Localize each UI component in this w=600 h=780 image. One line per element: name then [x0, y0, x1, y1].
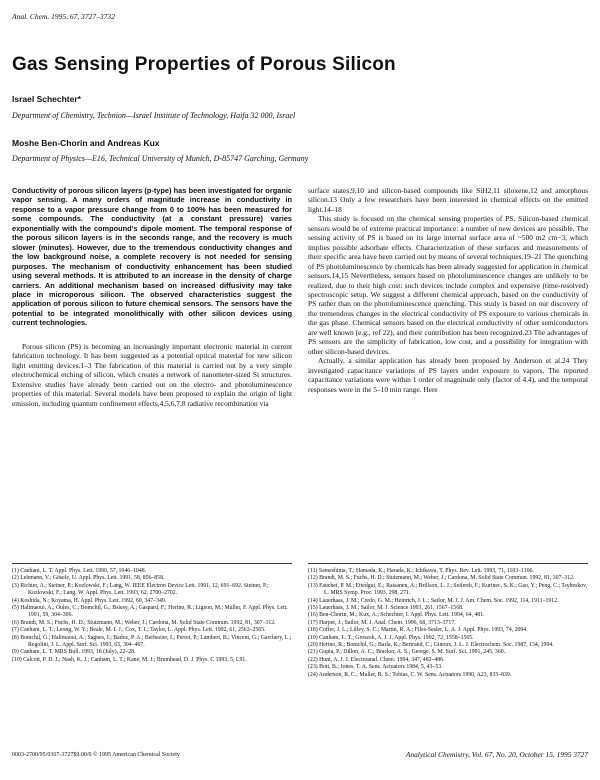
reference: (10) Calcott, P. D. J.; Nash, K. J.; Canham, L. T.; Kane, M. J.; Brumhead, D. J. Phys. C 1993, 5, L91. — [12, 656, 247, 663]
reference: (24) Anderson, R. C.; Muller, R. S.; Tobias, C. W. Sens. Actuators 1990, A23, 835–839. — [308, 671, 512, 678]
left-references — [12, 568, 292, 664]
abstract: Conductivity of porous silicon layers (p-type) has been investigated for organic vapor sensing. A many orders of magnitude increase in conductivity in response to a vapor pressure change from 0 to 100% has been measured for some compounds. The conductivity (at a constant pressure) varies exponentially with the compound's dipole moment. The temporal response of the porous silicon layers is in the seconds range, and the recovery is much slower (minutes). However, due to the tremendous conductivity changes and the low background noise, a complete recovery is not needed for sensing purposes. The mechanism of conductivity enhancement has been studied using several methods. It is attributed to an increase in the density of charge carriers. An additional mechanism based on increased diffusivity may take place in microporous silicon. The observed characteristics suggest the application of porous silicon to future chemical sensors. The sensors have the potential to be integrated monolithically with other silicon devices using current technologies. — [12, 186, 292, 328]
left-refs-divider — [12, 563, 292, 564]
reference: (9) Canham, L. T. MRS Bull. 1993, 18 (July), 22–28. — [12, 649, 136, 656]
right-refs-divider — [308, 563, 588, 564]
author-2: Moshe Ben-Chorin and Andreas Kux — [12, 138, 160, 148]
copyright-footer: 0003-2700/95/0367-3727$9.00/0 © 1995 American Chemical Society — [12, 752, 180, 758]
reference: (23) Bott, B.; Jones, T. A. Sens. Actuators 1984, 5, 43–53. — [308, 664, 443, 671]
reference: (14) Lauerhaas, J. M.; Credo, G. M.; Heinrich, J. L.; Sailor, M. J. J. Am. Chem. Soc. 1992, 114, 1911–1912. — [308, 597, 559, 604]
reference: (8) Bomchil, G.; Halimaoui, A.; Sagnes, I.; Badoz, P. A.; Berbezier, I.; Perret, P.; Lambert, B.; Vincent, G.; Garchery, L.; Regolini, J. L. Appl. Surf. Sci. 1993, 65, 394–407. — [12, 634, 292, 649]
reference: (6) Brandt, M. S.; Fuchs, H. D.; Stutzmann, M.; Weber, J.; Cardona, M. Solid State Commun. 1992, 81, 307–312. — [12, 619, 276, 626]
reference: (1) Canham, L. T. Appl. Phys. Lett. 1990, 57, 1046–1048. — [12, 568, 147, 574]
body-paragraph-2: This study is focused on the chemical sensing properties of PS. Silicon-based chemical sensors would be of extreme practical importance: a number of new devices are possible. The sensing activity of PS is based on its large internal surface area of ~500 m2 cm−3, which implies possible adsorbate effects. Characterization of these surfaces and measurements of their specific area have been carried out by means of several techniques.19–21 The quenching of PS photoluminescence by chemicals has been already suggested for application in chemical sensors.14,15 Nevertheless, sensors based on photoluminescence changes are unlikely to be realized, due to their high cost: such devices include complex and expensive (time-resolved) spectroscopic setup. We suggest a different chemical approach, based on the conductivity of PS rather than on the photoluminescence quenching. This study is based on our discovery of the tremendous changes in the electrical conductivity of PS exposure to various chemicals in the gas phase. Chemical sensors based on the electrical conductivity of other semiconductors are well known (e.g., ref 22), and their contribution has been recognized.23 The advantages of PS sensors are the simplicity of fabrication, low cost, and a possibility for integration with other silicon-based devices. — [308, 214, 588, 356]
affiliation-2: Department of Physics—E16, Technical University of Munich, D-85747 Garching, Germany — [12, 154, 309, 163]
body-paragraph-3: Actually, a similar application has already been proposed by Anderson et al.24 They investigated capacitance variations of PS layers under exposure to vapors. The reported capacitance variations were within 1 order of magnitude only (factor of 4.4), and the temporal responses were in the 5–10 min range. Here — [308, 356, 588, 394]
reference: (11) Sameshima, T.; Hamada, K.; Harada, K.; Ichikawa, T. Phys. Rev. Lett. 1993, 71, 1103–1106. — [308, 568, 534, 574]
reference: (16) Ben-Chorin, M.; Kux, A.; Schechter, I. Appl. Phys. Lett. 1994, 64, 481. — [308, 612, 485, 619]
affiliation-1: Department of Chemistry, Technion—Israel Institute of Technology, Haifa 32 000, Israel — [12, 111, 296, 120]
right-column — [308, 186, 588, 394]
reference: (17) Harper, J.; Sailor, M. J. Anal. Chem. 1996, 68, 3713–3717. — [308, 619, 456, 626]
reference: (13) Fauchet, P. M.; Ettedgui, E.; Raisanen, A.; Brillson, L. J.; Seiferth, F.; Kurinec, S. K.; Gao, Y.; Peng, C.; Tsybeskov, L. MRS Symp. Proc. 1993, 298, 271. — [308, 582, 588, 597]
reference: (4) Koshida, N.; Koyama, H. Appl. Phys. Lett. 1992, 60, 347–349. — [12, 597, 167, 604]
left-column — [12, 186, 292, 408]
intro-paragraph: Porous silicon (PS) is becoming an increasingly important electronic material in current fabrication technology. It has been suggested as a potential optical material for new silicon light emitting devices.1–3 The fabrication of this material is carried out by a very simple electrochemical etching of silicon, which creates a network of nanometer-sized Si structures. Extensive studies have already been carried out on the electro- and photoluminescence properties of this material. Several models have been proposed to explain the origin of light emission, including quantum confinement effects,4,5,6,7,8 radiative recombination via — [12, 341, 292, 408]
reference: (7) Canham, L. T.; Leong, W. Y.; Beale, M. I. J.; Cox, T. I.; Taylor, L. Appl. Phys. Lett. 1992, 61, 2563–2565. — [12, 627, 266, 634]
reference: (18) Coffer, J. L.; Lilley, S. C.; Martin, R. A.; Files-Sesler, L. A. J. Appl. Phys. 1993, 74, 2094. — [308, 627, 528, 634]
reference: (22) Hunt, A. J. J. Electroanal. Chem. 1994, 347, 482–486. — [308, 656, 445, 663]
reference: (21) Gupta, P.; Dillon, A. C.; Bracker, A. S.; George, S. M. Surf. Sci. 1991, 245, 360. — [308, 649, 506, 656]
reference: (3) Richter, A.; Steiner, P.; Kozlowski, F.; Lang, W. IEEE Electron Device Lett. 1991, 12, 691–692. Steiner, P.; Kozlowski, F.; Lang, W. Appl. Phys. Lett. 1993, 62, 2700–2702. — [12, 582, 269, 597]
journal-header: Anal. Chem. 1995, 67, 3727–3732 — [12, 12, 115, 21]
right-references — [308, 568, 588, 679]
reference: (2) Lehmann, V.; Gösele, U. Appl. Phys. Lett. 1991, 58, 856–858. — [12, 575, 165, 582]
journal-footer: Analytical Chemistry, Vol. 67, No. 20, October 15, 1995 3727 — [405, 750, 588, 759]
reference: (19) Canham, L. T.; Groszek, A. J. J. Appl. Phys. 1992, 72, 1558–1565. — [308, 634, 474, 641]
reference: (12) Brandt, M. S.; Fuchs, H. D.; Stutzmann, M.; Weber, J.; Cardona, M. Solid State Commun. 1992, 81, 307–312. — [308, 575, 575, 582]
reference: (5) Halimaoui, A.; Oules, C.; Bomchil, G.; Bsiesy, A.; Gaspard, F.; Herino, R.; Ligeon, M.; Muller, F. Appl. Phys. Lett. 1991, 59, 304–306. — [12, 605, 288, 619]
reference: (20) Herino, R.; Bomchil, G.; Barla, K.; Bertrand, C.; Ginoux, J. L. J. Electrochem. Soc. 1987, 134, 1994. — [308, 642, 554, 649]
reference: (15) Lauerhaas, J. M.; Sailor, M. J. Science 1993, 261, 1567–1568. — [308, 605, 464, 612]
paper-title: Gas Sensing Properties of Porous Silicon — [12, 54, 396, 75]
author-1: Israel Schechter* — [12, 94, 81, 104]
body-paragraph-1: surface states,9,10 and silicon-based compounds like SiH2,11 siloxene,12 and amorphous silicon.13 Only a few researchers have been interested in chemical effects on the emitted light.14–18 — [308, 186, 588, 214]
